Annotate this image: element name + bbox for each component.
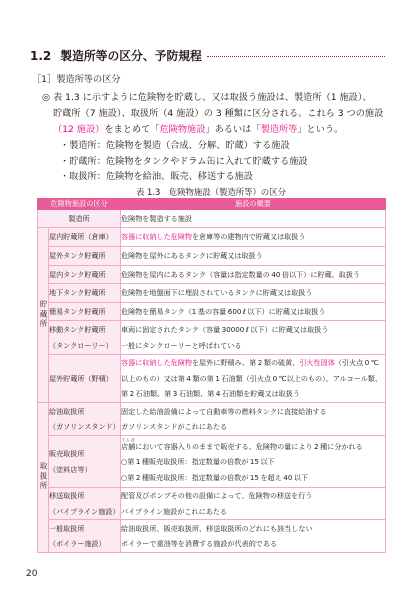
overview-line: 第 2 石油類、第 3 石油類、第 4 石油類を貯蔵又は取扱う (121, 389, 300, 399)
overview-line: 車両に固定されたタンク（容量 30000 ℓ 以下）に貯蔵又は取扱う (121, 325, 329, 334)
group-label: 貯蔵所 (39, 299, 48, 329)
facility-name-cell (49, 228, 121, 247)
facility-name: 製造所 (68, 213, 90, 223)
text-segment: 」という。 (297, 124, 344, 135)
text-segment: （引火点 0 ℃ (334, 358, 379, 368)
text-segment: を屋外に野積み。第 2 類の硫黄、 (191, 358, 300, 368)
facility-name: 屋外貯蔵所（野積） (49, 373, 113, 383)
table-row (38, 210, 386, 228)
facility-name: 移動タンク貯蔵所 (49, 325, 106, 334)
overview-line: ガソリンスタンドがこれにあたる (121, 422, 228, 431)
facility-overview-cell (121, 266, 386, 284)
group-cell-handling (38, 403, 49, 553)
text-segment: 製造所等 (260, 124, 298, 135)
table-row (38, 520, 386, 553)
facility-overview-cell (121, 321, 386, 355)
subsection-title: ［1］製造所等の区分 (32, 74, 121, 85)
overview-line (121, 355, 385, 371)
facility-overview-cell (121, 303, 386, 321)
facility-name-cell (38, 210, 121, 228)
facility-name: 移送取扱所 (49, 491, 85, 500)
table-row (38, 303, 386, 321)
group-label: 取扱所 (39, 462, 48, 491)
facility-name-cell (49, 520, 121, 553)
overview-line: 危険物を地盤面下に埋設されているタンクに貯蔵又は取扱う (121, 288, 313, 298)
text-segment: 引火性固体 (299, 358, 335, 368)
facility-classification-table (37, 198, 386, 553)
intro-line (53, 122, 387, 138)
group-cell-storage (38, 228, 49, 403)
overview-line: ○第 2 種販売取扱所：指定数量の倍数が 15 を超え 40 以下 (121, 472, 309, 482)
table-row (38, 266, 386, 284)
facility-name-cell (49, 436, 121, 488)
facility-name: 給油取扱所 (49, 406, 85, 416)
intro-line: 表 1.3 に示すように危険物を貯蔵し、又は取扱う施設は、製造所（1 施設）、 (53, 92, 372, 103)
ruby-reading: てんぽ (121, 437, 136, 442)
facility-overview-cell (121, 247, 386, 266)
table-caption: 表 1.3 危険物施設（製造所等）の区分 (136, 187, 286, 197)
section-number: 1.2 (30, 48, 52, 63)
facility-name-cell (49, 303, 121, 321)
facility-overview-cell (121, 488, 386, 520)
text-segment: をまとめて「 (104, 124, 160, 135)
ruby-base: 店舗 (121, 441, 136, 451)
facility-name-cell (49, 247, 121, 266)
intro-paragraph (42, 90, 387, 138)
bullet-item: ・貯蔵所：危険物をタンクやドラム缶に入れて貯蔵する施設 (60, 155, 308, 167)
facility-name: 販売取扱所 (49, 449, 85, 458)
facility-name: 屋内タンク貯蔵所 (49, 269, 106, 279)
overview-line (121, 229, 385, 245)
overview-line: 危険物を屋外にあるタンクに貯蔵又は取扱う (121, 251, 263, 261)
facility-overview-cell (121, 284, 386, 303)
text-segment: において容器入りのままで販売する。危険物の量により 2 種に分かれる (135, 441, 363, 451)
bullet-list (60, 138, 308, 185)
overview-line (121, 438, 385, 455)
facility-name-note: （塗料店等） (49, 464, 92, 474)
overview-line: 配管及びポンプその他の設備によって、危険物の移送を行う (121, 491, 313, 500)
facility-name-cell (49, 266, 121, 284)
header-category: 危険物施設の区分 (38, 199, 121, 210)
table-row (38, 355, 386, 403)
text-segment: （12 施設） (53, 124, 105, 135)
overview-line: 以上のもの）又は第 4 類の第 1 石油類（引火点 0 ℃以上のもの）、アルコール類、 (121, 373, 382, 383)
section-title: 製造所等の区分、予防規程 (60, 49, 202, 63)
overview-line: ボイラーで重油等を消費する施設が代表的である (121, 539, 278, 548)
overview-line: 固定した給油設備によって自動車等の燃料タンクに直接給油する (121, 406, 327, 416)
table-header-row (38, 199, 386, 210)
facility-overview-cell (121, 403, 386, 436)
overview-line: 給油取扱所、販売取扱所、移送取扱所のどれにも該当しない (121, 523, 313, 533)
facility-name-note: （パイプライン施設） (49, 506, 120, 516)
table-row (38, 284, 386, 303)
table-row (38, 228, 386, 247)
text-segment: 容器に収納した危険物 (121, 358, 192, 368)
ruby-annotated-word (121, 437, 136, 451)
facility-overview-cell (121, 520, 386, 553)
page-number: 20 (26, 569, 38, 579)
facility-name-cell (49, 355, 121, 403)
facility-name-cell (49, 488, 121, 520)
table-row (38, 403, 386, 436)
facility-name-cell (49, 321, 121, 355)
text-segment: 容器に収納した危険物 (121, 232, 192, 242)
overview-line: 危険物を簡易タンク（1 基の容量 600 ℓ 以下）に貯蔵又は取扱う (121, 306, 326, 316)
bullet-item: ・製造所：危険物を製造（合成、分解、貯蔵）する施設 (60, 140, 290, 151)
overview-line: 危険物を屋内にあるタンク（容量は指定数量の 40 倍以下）に貯蔵、取扱う (121, 269, 361, 279)
table-row (38, 321, 386, 355)
table-row (38, 488, 386, 520)
paragraph-mark: ◎ (42, 92, 51, 103)
facility-name-cell (49, 284, 121, 303)
facility-name-note: （ボイラー施設） (49, 539, 106, 548)
facility-name: 屋外タンク貯蔵所 (49, 251, 106, 261)
overview-line: 一般にタンクローリーと呼ばれている (121, 340, 242, 350)
table-row (38, 247, 386, 266)
facility-name-note: （ガソリンスタンド） (49, 422, 120, 431)
overview-line: ○第 1 種販売取扱所：指定数量の倍数が 15 以下 (121, 457, 275, 467)
overview-line: パイプライン施設がこれにあたる (121, 506, 227, 516)
text-segment: 」あるいは「 (205, 124, 261, 135)
facility-name: 一般取扱所 (49, 523, 85, 533)
overview-line: 危険物を製造する施設 (121, 213, 192, 223)
table-row (38, 436, 386, 488)
text-segment: 危険物施設 (159, 124, 206, 135)
heading-dotted-rule (207, 56, 385, 57)
facility-name-note: （タンクローリー） (49, 340, 113, 350)
intro-lines (53, 90, 387, 138)
facility-overview-cell (121, 436, 386, 488)
facility-name: 屋内貯蔵所（倉庫） (49, 232, 113, 242)
facility-overview-cell (121, 210, 386, 228)
section-heading (30, 47, 385, 64)
facility-name-cell (49, 403, 121, 436)
text-segment: を倉庫等の建物内で貯蔵又は取扱う (191, 232, 306, 242)
facility-name: 地下タンク貯蔵所 (49, 288, 106, 298)
facility-overview-cell (121, 355, 386, 403)
header-overview: 施設の概要 (121, 199, 386, 210)
facility-name: 簡易タンク貯蔵所 (49, 306, 106, 316)
bullet-item: ・取扱所：危険物を給油、販売、移送する施設 (60, 171, 253, 183)
facility-overview-cell (121, 228, 386, 247)
intro-line: 貯蔵所（7 施設）、取扱所（4 施設）の 3 種類に区分される。これら 3 つの施設 (53, 108, 384, 119)
